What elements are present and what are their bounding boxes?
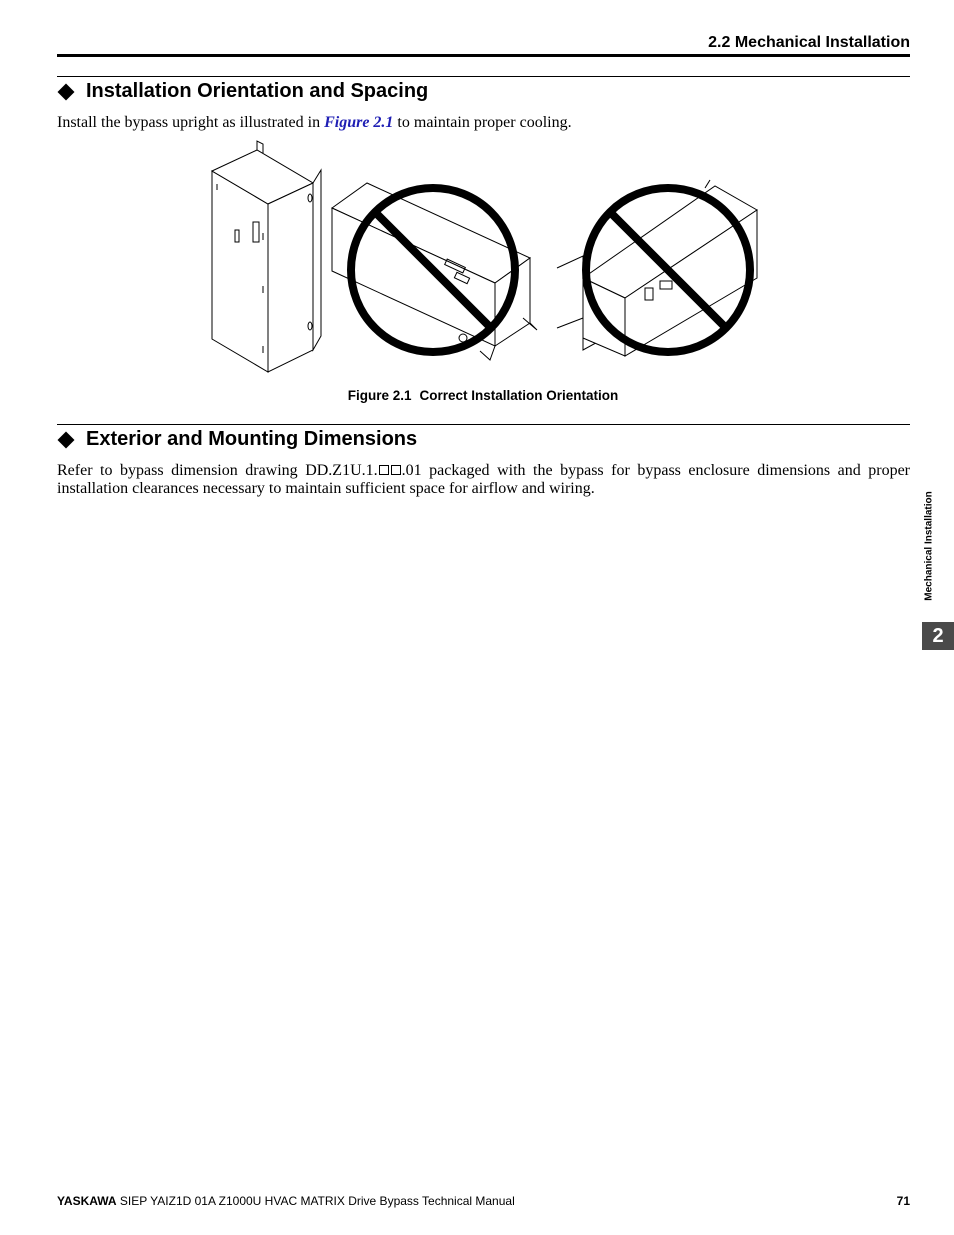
running-head: 2.2 Mechanical Installation: [708, 34, 910, 51]
section-title: Exterior and Mounting Dimensions: [86, 428, 418, 450]
figure-link[interactable]: Figure 2.1: [324, 114, 394, 131]
footer-doc-title: [57, 1194, 515, 1208]
paragraph: [57, 114, 910, 132]
paragraph-text: Install the bypass upright as illustrated in: [57, 114, 325, 131]
section-rule: [57, 424, 910, 425]
section-heading: [57, 80, 428, 103]
placeholder-box-icon: [391, 465, 401, 475]
diamond-bullet-icon: [58, 83, 75, 100]
side-tab-label-text: Mechanical Installation: [923, 491, 935, 601]
figure-caption: [0, 388, 954, 403]
footer-doc: SIEP YAIZ1D 01A Z1000U HVAC MATRIX Drive Bypass Technical Manual: [116, 1194, 515, 1208]
upright-cabinet-illustration: [212, 141, 321, 372]
page-number: 71: [896, 1194, 910, 1208]
footer-brand: YASKAWA: [57, 1194, 117, 1208]
paragraph-text: Refer to bypass dimension drawing DD.Z1U.1.: [57, 462, 378, 479]
paragraph: [57, 462, 910, 498]
diamond-bullet-icon: [58, 431, 75, 448]
installation-orientation-figure: [205, 138, 765, 378]
paragraph-text: to maintain proper cooling.: [393, 114, 572, 131]
header-rule: [57, 54, 910, 57]
section-heading: [57, 428, 417, 451]
section-rule: [57, 76, 910, 77]
section-title: Installation Orientation and Spacing: [86, 80, 429, 102]
paragraph-text: .01 packaged with the bypass for bypass enclosure dimensions and proper installation clearances necessary to maintain sufficient space for airflow and wiring.: [57, 462, 911, 497]
placeholder-box-icon: [379, 465, 389, 475]
figure-caption-text: Correct Installation Orientation: [419, 388, 619, 403]
figure-number: Figure 2.1: [347, 388, 412, 403]
chapter-tab[interactable]: 2: [922, 622, 954, 650]
